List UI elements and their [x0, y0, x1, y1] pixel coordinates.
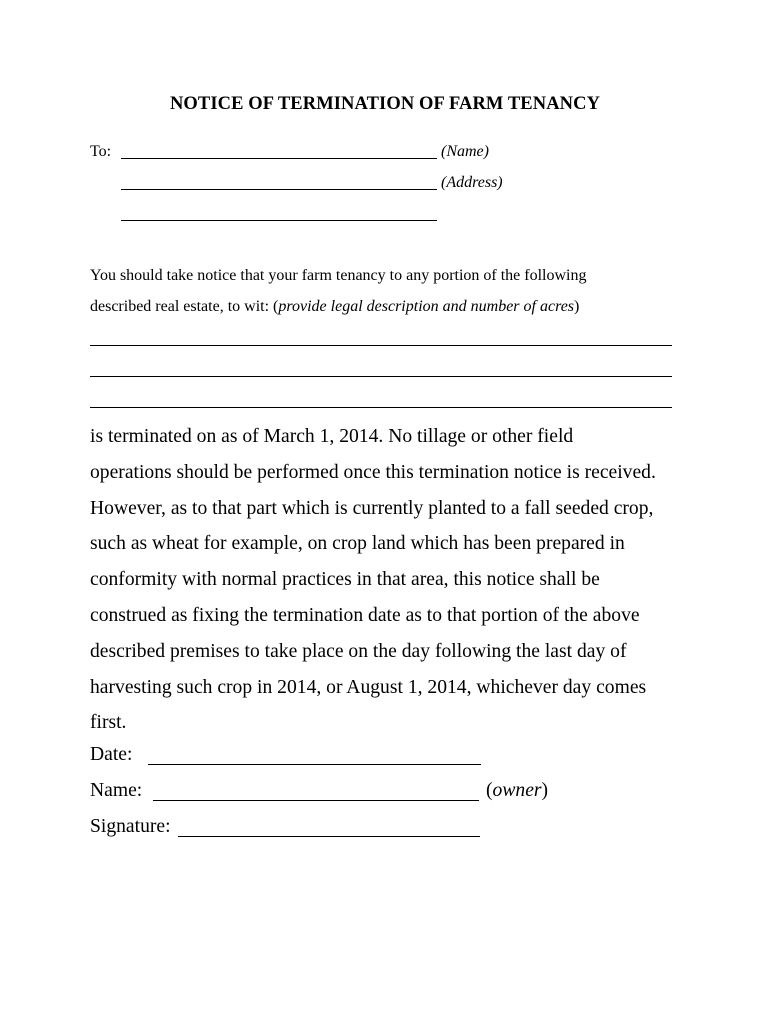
- address-hint: [441, 174, 503, 192]
- body-line: described premises to take place on the day following the last day of: [90, 640, 627, 662]
- date-label: Date:: [90, 744, 133, 765]
- recipient-address-line-1[interactable]: [121, 189, 437, 190]
- recipient-address-line-2[interactable]: [121, 220, 437, 221]
- body-line: conformity with normal practices in that area, this notice shall be: [90, 569, 600, 591]
- address-hint-text: (Address): [441, 174, 503, 191]
- termination-paragraph: [90, 419, 680, 741]
- signature-label: Signature:: [90, 816, 171, 837]
- name-label: Name:: [90, 780, 143, 801]
- intro-line-2: [90, 298, 579, 316]
- name-hint-text: (Name): [441, 143, 489, 160]
- legal-description-line-1[interactable]: [90, 345, 672, 346]
- signature-field-line[interactable]: [178, 836, 480, 837]
- intro-line-2-suffix: ): [574, 298, 580, 315]
- body-line: construed as fixing the termination date as to that portion of the above: [90, 604, 640, 626]
- legal-description-line-2[interactable]: [90, 376, 672, 377]
- owner-hint-close: ): [541, 780, 549, 801]
- intro-line-1: You should take notice that your farm tenancy to any portion of the following: [90, 267, 587, 284]
- recipient-name-line[interactable]: [121, 158, 437, 159]
- owner-name-field-line[interactable]: [153, 800, 479, 801]
- document-title: NOTICE OF TERMINATION OF FARM TENANCY: [169, 94, 601, 114]
- body-line: operations should be performed once this termination notice is received.: [90, 461, 656, 483]
- legal-description-line-3[interactable]: [90, 407, 672, 408]
- owner-hint-text: owner: [492, 780, 542, 801]
- body-line: is terminated on as of March 1, 2014. No tillage or other field: [90, 426, 574, 447]
- owner-hint: [486, 780, 548, 802]
- date-field-line[interactable]: [148, 764, 481, 765]
- intro-line-2-prefix: described real estate, to wit: (: [90, 298, 279, 315]
- intro-line-2-italic: provide legal description and number of acres: [278, 298, 575, 315]
- body-line: first.: [90, 712, 127, 734]
- owner-hint-open: (: [486, 780, 493, 801]
- body-line: such as wheat for example, on crop land which has been prepared in: [90, 533, 625, 555]
- body-line: However, as to that part which is currently planted to a fall seeded crop,: [90, 497, 654, 519]
- body-line: harvesting such crop in 2014, or August 1, 2014, whichever day comes: [90, 676, 647, 698]
- name-hint: [441, 143, 489, 161]
- to-label: To:: [90, 143, 112, 160]
